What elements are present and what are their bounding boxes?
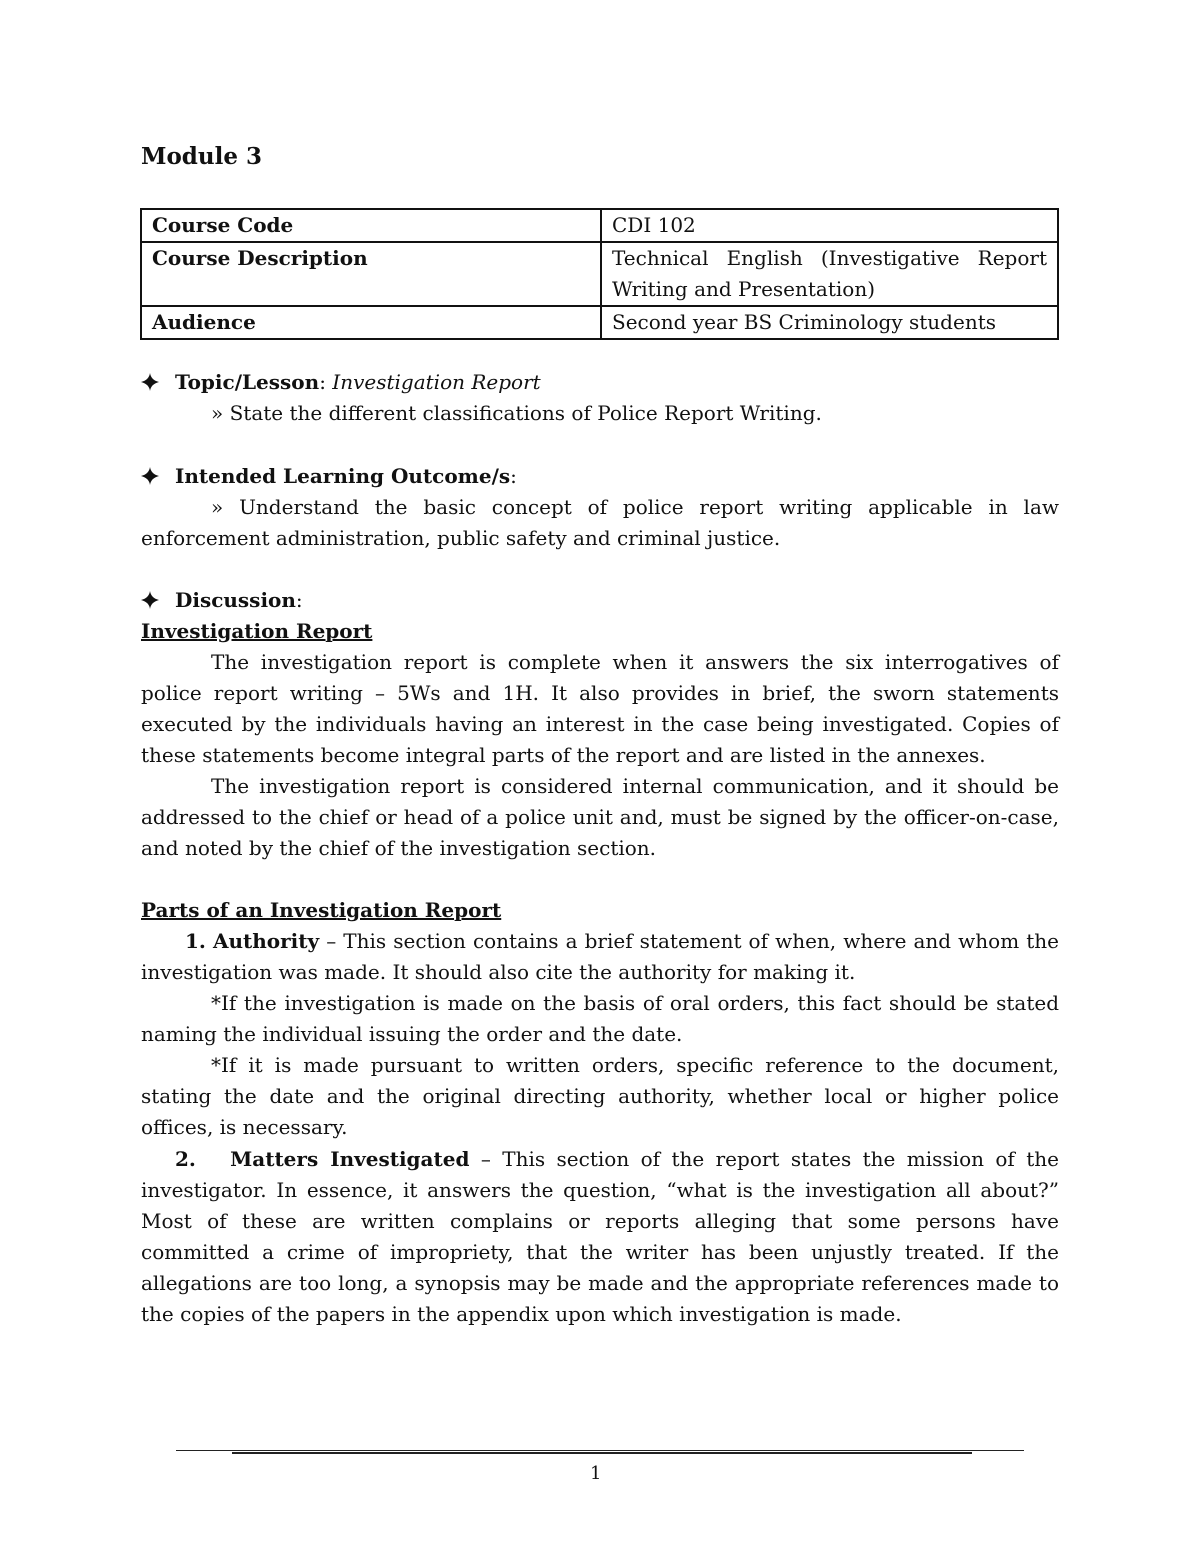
discussion-bullet-line xyxy=(141,585,303,616)
ilo-bullet-line xyxy=(141,461,517,492)
diamond-bullet-icon xyxy=(141,373,159,391)
table-row xyxy=(141,209,1058,242)
topic-value: Investigation Report xyxy=(332,370,541,394)
part-2-number: 2. xyxy=(175,1147,196,1171)
ilo-label: Intended Learning Outcome/s xyxy=(175,464,511,488)
audience-label: Audience xyxy=(141,306,601,339)
ilo-text: » Understand the basic concept of police report writing applicable in law enforcement administration, public safety and criminal justice. xyxy=(141,495,1059,550)
diamond-bullet-icon xyxy=(141,467,159,485)
part-2-title: Matters Investigated xyxy=(230,1147,470,1171)
course-code-label: Course Code xyxy=(141,209,601,242)
course-code-value: CDI 102 xyxy=(601,209,1058,242)
part-1-title: Authority xyxy=(212,929,320,953)
table-row xyxy=(141,306,1058,339)
investigation-report-heading: Investigation Report xyxy=(141,619,373,643)
course-description-label: Course Description xyxy=(141,242,601,306)
course-info-table xyxy=(140,208,1059,340)
audience-value: Second year BS Criminology students xyxy=(601,306,1058,339)
ilo-colon: : xyxy=(510,464,517,488)
page-number: 1 xyxy=(590,1463,602,1484)
discussion-paragraph-1: The investigation report is complete when it answers the six interrogatives of police report writing – 5Ws and 1H. It also provides in brief, the sworn statements executed by the individuals having an interest in the case being investigated. Copies of these statements become integral parts of the report and are listed in the annexes. xyxy=(141,650,1059,767)
footer-divider-thick xyxy=(232,1452,972,1454)
topic-label: Topic/Lesson xyxy=(175,370,320,394)
topic-subpoint: » State the different classifications of Police Report Writing. xyxy=(211,401,822,425)
module-title: Module 3 xyxy=(141,143,262,170)
footer-divider xyxy=(176,1450,1024,1451)
parts-heading: Parts of an Investigation Report xyxy=(141,898,502,922)
course-description-value: Technical English (Investigative Report Writing and Presentation) xyxy=(601,242,1058,306)
discussion-paragraph-2: The investigation report is considered internal communication, and it should be addressed to the chief or head of a police unit and, must be signed by the officer-on-case, and noted by the chief of the investigation section. xyxy=(141,774,1059,860)
part-2-matters-investigated xyxy=(141,1144,1059,1330)
part-2-text: – This section of the report states the mission of the investigator. In essence, it answers the question, “what is the investigation all about?” Most of these are written complains or reports alleging that some persons have committed a crime of impropriety, that the writer has been unjustly treated. If the allegations are too long, a synopsis may be made and the appropriate references made to the copies of the papers in the appendix upon which investigation is made. xyxy=(141,1147,1059,1326)
part-1-note-written-orders: *If it is made pursuant to written orders, specific reference to the document, stating the date and the original directing authority, whether local or higher police offices, is necessary. xyxy=(141,1053,1059,1139)
part-1-text: – This section contains a brief statement of when, where and whom the investigation was made. It should also cite the authority for making it. xyxy=(141,929,1060,984)
part-1-note-oral-orders: *If the investigation is made on the basis of oral orders, this fact should be stated naming the individual issuing the order and the date. xyxy=(141,991,1059,1046)
part-1-authority xyxy=(141,926,1059,988)
discussion-label: Discussion xyxy=(175,588,296,612)
diamond-bullet-icon xyxy=(141,591,159,609)
topic-bullet-line xyxy=(141,367,541,398)
part-1-number: 1. xyxy=(185,929,206,953)
table-row xyxy=(141,242,1058,306)
topic-colon: : xyxy=(319,370,326,394)
discussion-colon: : xyxy=(295,588,303,612)
